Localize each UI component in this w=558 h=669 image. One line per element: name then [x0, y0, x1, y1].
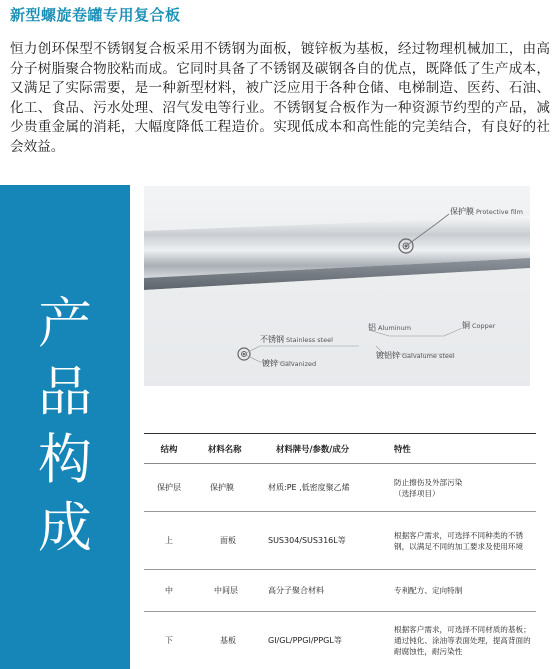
intro-paragraph: 恒力创环保型不锈钢复合板采用不锈钢为面板，镀锌板为基板，经过物理机械加工，由高分子树脂聚合物胶粘而成。它同时具备了不锈钢及碳钢各自的优点，既降低了生产成本，又满足了实际需要，是一种新型材料，被广泛应用于各种仓储、电梯制造、医药、石油、化工、食品、污水处理、沼气发电等行业。不锈钢复合板作为一种资源节约型的产品，减少贵重金属的消耗，大幅度降低工程造价。实现低成本和高性能的完美结合，有良好的社会效益。	[10, 41, 550, 155]
label-galvanized: 镀锌 Galvanized	[262, 359, 317, 368]
feature-cell: 防止擦伤及外部污染 （选择项目）	[384, 464, 536, 512]
material-grade-cell: 高分子聚合材料	[262, 570, 384, 612]
label-stainless-steel: 不锈钢 Stainless steel	[260, 335, 333, 344]
material-grade-cell: SUS304/SUS316L等	[262, 512, 384, 570]
material-grade-cell: 材质:PE ,低密度聚乙烯	[262, 464, 384, 512]
label-aluminum: 铝 Aluminum	[368, 323, 412, 332]
layer-cell: 上	[144, 512, 194, 570]
table-row	[144, 512, 536, 570]
material-name-cell: 面板	[194, 512, 262, 570]
sidebar-title-char: 构	[38, 428, 92, 491]
composition-table	[144, 433, 536, 669]
material-name-cell: 保护膜	[194, 464, 262, 512]
column-header: 材料牌号/参数/成分	[262, 434, 384, 464]
label-galvalume: 镀铝锌 Galvalume steel	[376, 351, 455, 360]
feature-cell: 专利配方、定向特制	[384, 570, 536, 612]
sidebar-title	[28, 290, 102, 562]
composite-layer-diagram	[144, 186, 530, 386]
sidebar-panel	[0, 185, 130, 669]
feature-cell: 根据客户需求，可选择不同种类的不锈钢，以满足不同的加工要求及使用环境	[384, 512, 536, 570]
table-row	[144, 570, 536, 612]
material-grade-cell: GI/GL/PPGI/PPGL等	[262, 612, 384, 669]
table-row	[144, 464, 536, 512]
sidebar-title-char: 产	[38, 292, 92, 355]
column-header: 材料名称	[194, 434, 262, 464]
feature-cell: 根据客户需求，可选择不同材质的基板；通过钝化、涂油等表面处理，提高背面的耐腐蚀性，耐污染性	[384, 612, 536, 669]
layer-cell: 下	[144, 612, 194, 669]
label-copper: 铜 Copper	[462, 321, 496, 330]
page-title: 新型螺旋卷罐专用复合板	[10, 6, 181, 24]
sidebar-title-char: 成	[38, 496, 92, 559]
table-row	[144, 612, 536, 669]
material-name-cell: 基板	[194, 612, 262, 669]
column-header: 结构	[144, 434, 194, 464]
column-header: 特性	[384, 434, 536, 464]
sidebar-title-char: 品	[38, 360, 92, 423]
layer-cell: 保护层	[144, 464, 194, 512]
material-name-cell: 中间层	[194, 570, 262, 612]
table-header-row	[144, 434, 536, 464]
label-protective-film: 保护膜 Protective film	[450, 207, 523, 216]
layer-cell: 中	[144, 570, 194, 612]
